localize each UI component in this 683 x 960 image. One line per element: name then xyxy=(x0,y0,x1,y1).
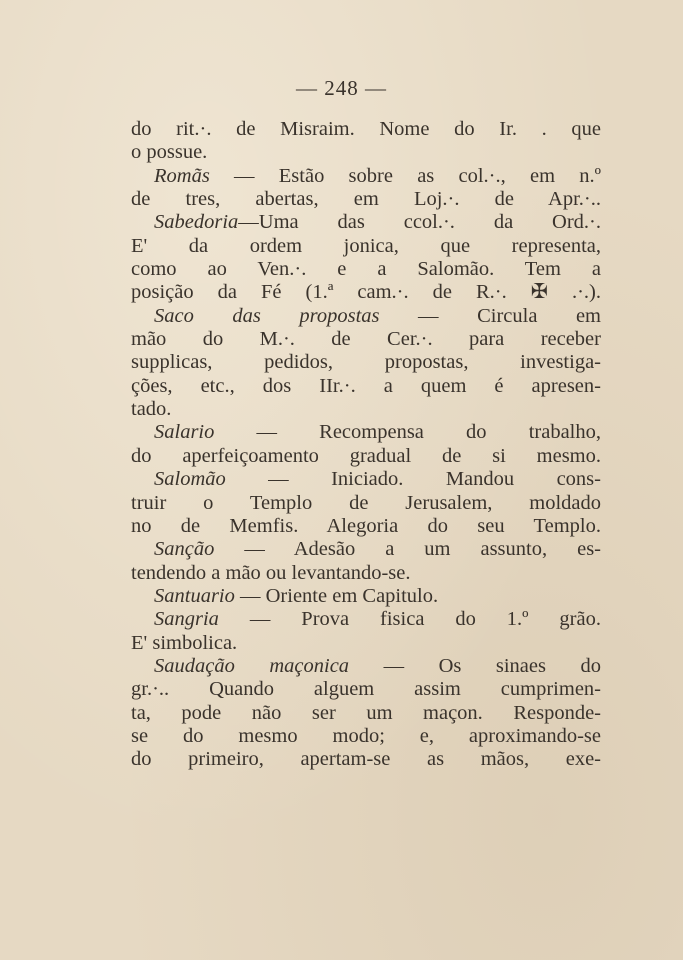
glossary-entry-line: Saudação maçonica — Os sinaes do xyxy=(154,654,601,677)
glossary-term: Romãs xyxy=(154,164,210,187)
text-line: do primeiro, apertam-se as mãos, exe- xyxy=(131,748,601,771)
glossary-entry-line: Sanção — Adesão a um assunto, es- xyxy=(154,538,601,561)
text-line: como ao Ven.·. e a Salomão. Tem a xyxy=(131,258,601,281)
glossary-entry-line: Saco das propostas — Circula em xyxy=(154,304,601,327)
glossary-entry-line: Salomão — Iniciado. Mandou cons- xyxy=(154,468,601,491)
text-line: tendendo a mão ou levantando-se. xyxy=(131,561,411,584)
text-line: E' simbolica. xyxy=(131,631,238,654)
page-number: — 248 — xyxy=(296,76,387,100)
glossary-term: Sabedoria xyxy=(154,211,239,234)
glossary-entry-line: Romãs — Estão sobre as col.·., em n.º xyxy=(154,164,601,187)
text-line: se do mesmo modo; e, aproximando-se xyxy=(131,724,601,747)
text-line: tado. xyxy=(131,398,172,421)
text-line: gr.·.. Quando alguem assim cumprimen- xyxy=(131,678,601,701)
glossary-entry-line: Sangria — Prova fisica do 1.º grão. xyxy=(154,608,601,631)
text-line: ta, pode não ser um maçon. Responde- xyxy=(131,701,601,724)
text-line: o possue. xyxy=(131,141,208,164)
glossary-term: Sanção xyxy=(154,538,215,561)
text-line: do rit.·. de Misraim. Nome do Ir. . que xyxy=(131,118,601,140)
text-line: do aperfeiçoamento gradual de si mesmo. xyxy=(131,444,601,467)
glossary-term: Salomão xyxy=(154,468,226,491)
text-line: de tres, abertas, em Loj.·. de Apr.·.. xyxy=(131,188,601,211)
glossary-term: Salario xyxy=(154,421,215,444)
text-line: no de Memfis. Alegoria do seu Templo. xyxy=(131,514,601,537)
text-line: posição da Fé (1.ª cam.·. de R.·. ✠ .·.). xyxy=(131,281,601,304)
glossary-entry-line: Santuario — Oriente em Capitulo. xyxy=(154,584,439,607)
glossary-entry-line: Sabedoria—Uma das ccol.·. da Ord.·. xyxy=(154,211,601,234)
glossary-term: Santuario xyxy=(154,584,235,607)
text-line: supplicas, pedidos, propostas, investiga- xyxy=(131,351,601,374)
glossary-term: Saudação maçonica xyxy=(154,654,350,677)
text-line: mão do M.·. de Cer.·. para receber xyxy=(131,328,601,351)
glossary-term: Sangria xyxy=(154,608,219,631)
text-line: truir o Templo de Jerusalem, moldado xyxy=(131,491,601,514)
text-line: E' da ordem jonica, que representa, xyxy=(131,234,601,257)
page-body-text xyxy=(131,118,601,772)
glossary-entry-line: Salario — Recompensa do trabalho, xyxy=(154,421,601,444)
glossary-term: Saco das propostas xyxy=(154,304,380,327)
text-line: ções, etc., dos IIr.·. a quem é apresen- xyxy=(131,374,601,397)
